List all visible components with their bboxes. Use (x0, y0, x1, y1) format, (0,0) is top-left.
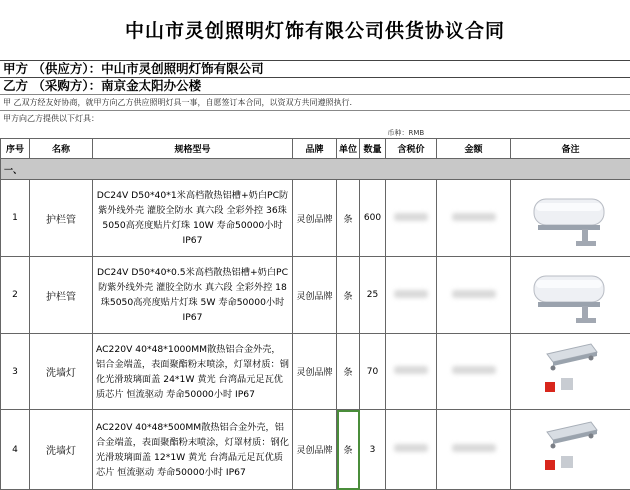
row-spec: DC24V D50*40*1米高档散热铝槽+奶白PC防紫外线外壳 灌胶全防水 真六段 全彩外控 36珠5050高亮度贴片灯珠 10W 寿命50000小时 IP67 (93, 180, 293, 257)
row-price-redacted (386, 334, 437, 410)
currency-label: 币种：RMB (386, 127, 511, 139)
row-no: 2 (1, 257, 30, 334)
table-header-row (1, 139, 630, 159)
section-row (1, 159, 630, 180)
header-name: 名称 (30, 139, 93, 159)
table-row (1, 257, 630, 334)
party-b-purchaser: 乙方 （采购方）：南京金太阳办公楼 (0, 77, 630, 93)
header-remark: 备注 (511, 139, 630, 159)
header-spec: 规格型号 (93, 139, 293, 159)
row-price-redacted (386, 180, 437, 257)
row-spec: AC220V 40*48*500MM散热铝合金外壳，铝合金端盖，表面聚酯粉末喷涂，灯罩材质：钢化光滑玻璃面盖 12*1W 黄光 台湾晶元足瓦优质芯片 恒流驱动 寿命50000小时 IP67 (93, 410, 293, 490)
row-brand: 灵创品牌 (293, 334, 337, 410)
party-a-supplier: 甲方 （供应方）：中山市灵创照明灯饰有限公司 (0, 60, 630, 76)
contract-title: 中山市灵创照明灯饰有限公司供货协议合同 (0, 0, 630, 58)
table-row (1, 410, 630, 490)
header-amount: 金额 (437, 139, 511, 159)
header-unit: 单位 (337, 139, 360, 159)
row-price-redacted (386, 257, 437, 334)
supply-list-note: 甲方向乙方提供以下灯具： (0, 110, 630, 127)
row-unit: 条 (337, 334, 360, 410)
row-no: 3 (1, 334, 30, 410)
row-remark-image (511, 180, 630, 257)
wall-washer-photo (541, 342, 601, 402)
row-name: 护栏管 (30, 257, 93, 334)
row-brand: 灵创品牌 (293, 257, 337, 334)
row-amount-redacted (437, 180, 511, 257)
row-name: 洗墙灯 (30, 334, 93, 410)
table-row (1, 180, 630, 257)
row-unit: 条 (337, 180, 360, 257)
header-brand: 品牌 (293, 139, 337, 159)
row-qty: 70 (360, 334, 386, 410)
row-brand: 灵创品牌 (293, 180, 337, 257)
row-amount-redacted (437, 257, 511, 334)
row-remark-image (511, 257, 630, 334)
row-brand: 灵创品牌 (293, 410, 337, 490)
section-label: 一、 (1, 159, 630, 180)
row-unit-selected-cell[interactable]: 条 (337, 410, 360, 490)
row-qty: 3 (360, 410, 386, 490)
wall-washer-photo (541, 420, 601, 480)
row-name: 洗墙灯 (30, 410, 93, 490)
row-amount-redacted (437, 410, 511, 490)
guardrail-tube-photo (532, 262, 610, 328)
currency-row (1, 127, 630, 139)
row-price-redacted (386, 410, 437, 490)
row-spec: DC24V D50*40*0.5米高档散热铝槽+奶白PC防紫外线外壳 灌胶全防水 真六段 全彩外控 18珠5050高亮度贴片灯珠 5W 寿命50000小时 IP67 (93, 257, 293, 334)
row-no: 4 (1, 410, 30, 490)
row-qty: 25 (360, 257, 386, 334)
header-price: 含税价 (386, 139, 437, 159)
row-remark-image (511, 334, 630, 410)
guardrail-tube-photo (532, 185, 610, 251)
agreement-intro-note: 甲 乙双方经友好协商，就甲方向乙方供应照明灯具一事，自愿签订本合同，以资双方共同遵照执行. (0, 94, 630, 111)
row-remark-image (511, 410, 630, 490)
row-qty: 600 (360, 180, 386, 257)
header-no: 序号 (1, 139, 30, 159)
row-amount-redacted (437, 334, 511, 410)
row-unit: 条 (337, 257, 360, 334)
row-spec: AC220V 40*48*1000MM散热铝合金外壳，铝合金端盖，表面聚酯粉末喷涂，灯罩材质：钢化光滑玻璃面盖 24*1W 黄光 台湾晶元足瓦优质芯片 恒流驱动 寿命50000小时 IP67 (93, 334, 293, 410)
row-name: 护栏管 (30, 180, 93, 257)
header-qty: 数量 (360, 139, 386, 159)
supply-table (0, 127, 630, 490)
table-row (1, 334, 630, 410)
row-no: 1 (1, 180, 30, 257)
